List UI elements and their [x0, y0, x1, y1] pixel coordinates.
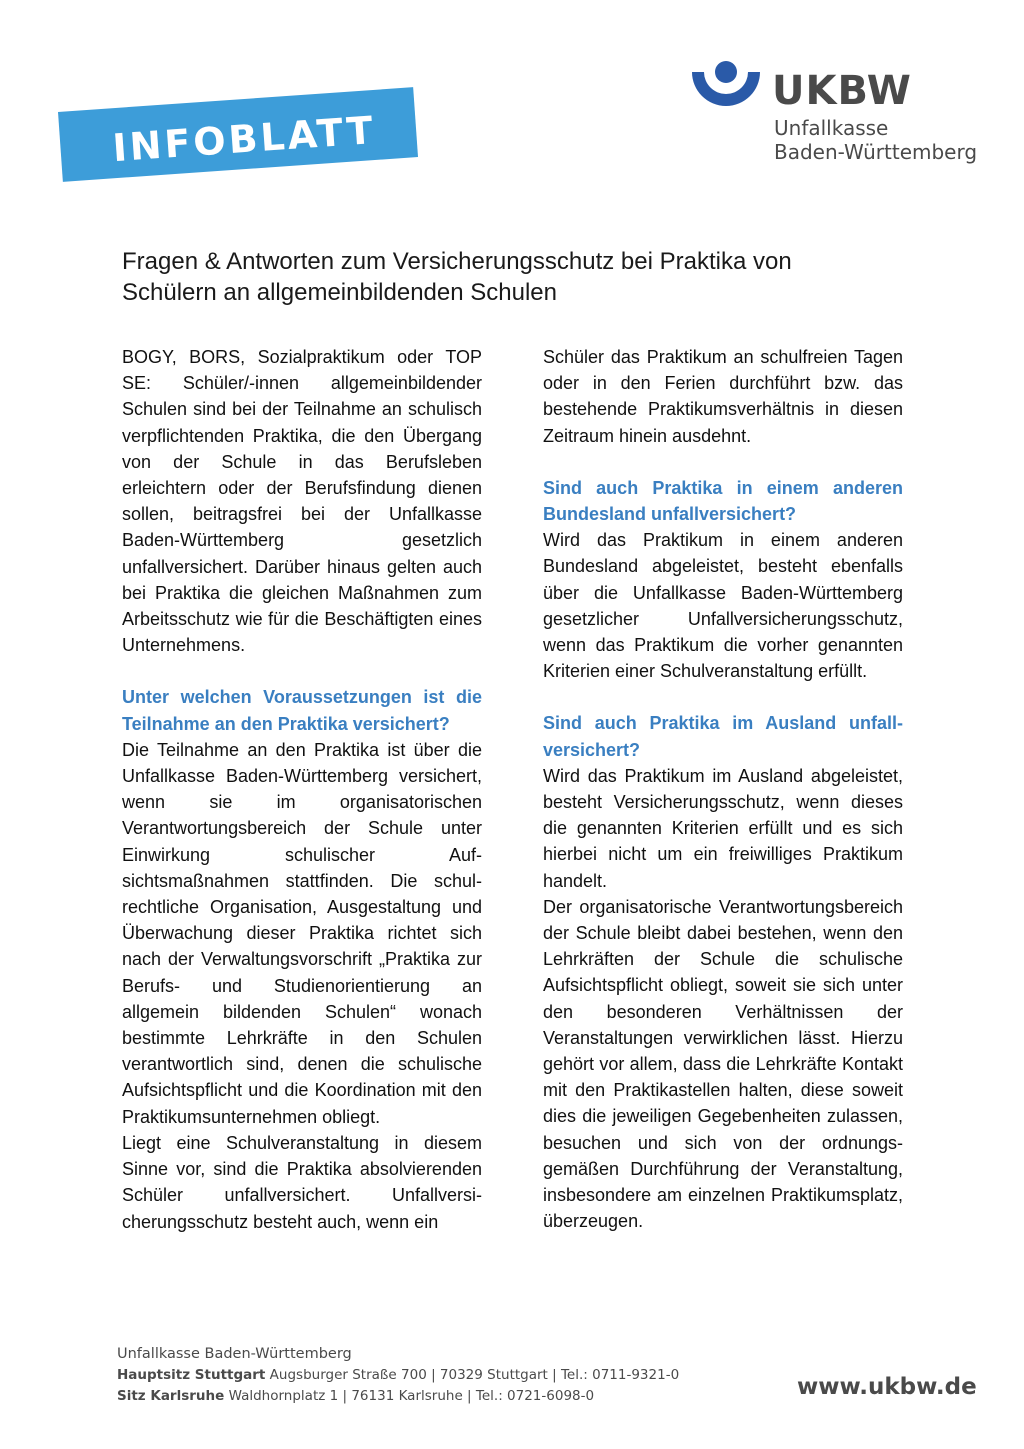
footer-hq-text: Augsburger Straße 700 | 70329 Stuttgart | Tel.: 0711-9321-0: [265, 1367, 680, 1383]
infoblatt-banner: [58, 87, 418, 182]
question-requirements: Unter welchen Voraussetzungen ist die Teilnahme an den Praktika versichert?: [122, 687, 482, 734]
person-arc-icon: [690, 56, 762, 126]
answer-requirements-continued: Liegt eine Schulveranstaltung in diesem Sinne vor, sind die Praktika absolvierenden Schüler unfallversichert. Unfallversicherungsschutz besteht auch, wenn ein: [122, 1132, 482, 1232]
footer-ka-label: Sitz Karlsruhe: [117, 1388, 225, 1404]
left-column: [122, 344, 482, 1235]
right-column: [543, 344, 903, 1235]
document-title: [122, 246, 922, 308]
answer-abroad: Wird das Praktikum im Ausland abgeleistet, besteht Versicherungsschutz, wenn dieses die genannten Kriterien erfüllt und es sich hierbei nicht um ein freiwilliges Praktikum handelt.: [543, 765, 903, 891]
title-line-1: Fragen & Antworten zum Versicherungsschutz bei Praktika von: [122, 248, 792, 275]
logo-line-1: Unfallkasse: [774, 116, 889, 140]
answer-abroad-continued: Der organisatorische Verantwortungsbereich der Schule bleibt dabei bestehen, wenn den Lehrkräften der Schule die schulische Aufsichtspflicht obliegt, soweit sie sich unter den besonderen Verhältnissen der Veranstaltungen verwirklichen lässt. Hierzu gehört vor allem, dass die Lehrkräfte Kontakt mit den Praktikastellen halten, diese soweit dies die jeweiligen Gegebenheiten zulassen, besuchen und sich von der ordnungsgemäßen Durchführung der Veranstaltung, insbesondere am einzelnen Praktikumsplatz, überzeugen.: [543, 896, 903, 1232]
answer-other-state: Wird das Praktikum in einem anderen Bundesland abgeleistet, besteht ebenfalls über die Unfallkasse Baden-Württemberg gesetzlicher Unfallversicherungsschutz, wenn das Praktikum die vorher genannten Kriterien einer Schulveranstaltung erfüllt.: [543, 530, 903, 682]
intro-paragraph: BOGY, BORS, Sozialpraktikum oder TOP SE: Schüler/-innen allgemeinbildender Schulen sind bei der Teilnahme an schulisch verpflichtenden Praktika, die den Übergang von der Schule in das Berufsleben erleichtern oder der Berufsfindung dienen sollen, beitragsfrei bei der Unfallkasse Baden-Württemberg gesetzlich unfallversichert. Darüber hinaus gelten auch bei Praktika die gleichen Maßnahmen zum Arbeitsschutz wie für die Beschäftigten eines Unternehmens.: [122, 347, 482, 656]
footer-ka-text: Waldhornplatz 1 | 76131 Karlsruhe | Tel.: 0721-6098-0: [224, 1388, 595, 1404]
footer-hq-label: Hauptsitz Stuttgart: [117, 1367, 266, 1383]
continued-paragraph: Schüler das Praktikum an schulfreien Tagen oder in den Ferien durchführt bzw. das bestehende Praktikumsverhältnis in diesen Zeitraum hinein ausdehnt.: [543, 347, 903, 446]
question-abroad: Sind auch Praktika im Ausland unfallversichert?: [543, 713, 903, 760]
question-other-state: Sind auch Praktika in einem anderen Bundesland unfallversichert?: [543, 477, 903, 525]
answer-requirements: Die Teilnahme an den Praktika ist über die Unfallkasse Baden-Württemberg versichert, wenn sie im organisatorischen Verantwortungsbereich der Schule unter Einwirkung schulischer Aufsichtsmaßnahmen stattfinden. Die schulrechtliche Organisation, Ausgestaltung und Überwachung dieser Praktika richtet sich nach der Verwaltungsvorschrift „Praktika zur Berufs- und Studienorientierung an allgemein bildenden Schulen“ wonach bestimmte Lehrkräfte in den Schulen verantwortlich sind, denen die schulische Aufsichtspflicht und die Koordination mit den Praktikumsunternehmen obliegt.: [122, 739, 482, 1127]
website-link[interactable]: www.ukbw.de: [797, 1374, 977, 1400]
banner-label: INFOBLATT: [111, 107, 378, 171]
title-line-2: Schülern an allgemeinbildenden Schulen: [122, 279, 557, 306]
logo-line-2: Baden-Württemberg: [774, 140, 978, 164]
footer-org: Unfallkasse Baden-Württemberg: [117, 1346, 352, 1362]
logo-brand: UKBW: [772, 68, 912, 114]
ukbw-logo: [690, 56, 980, 166]
